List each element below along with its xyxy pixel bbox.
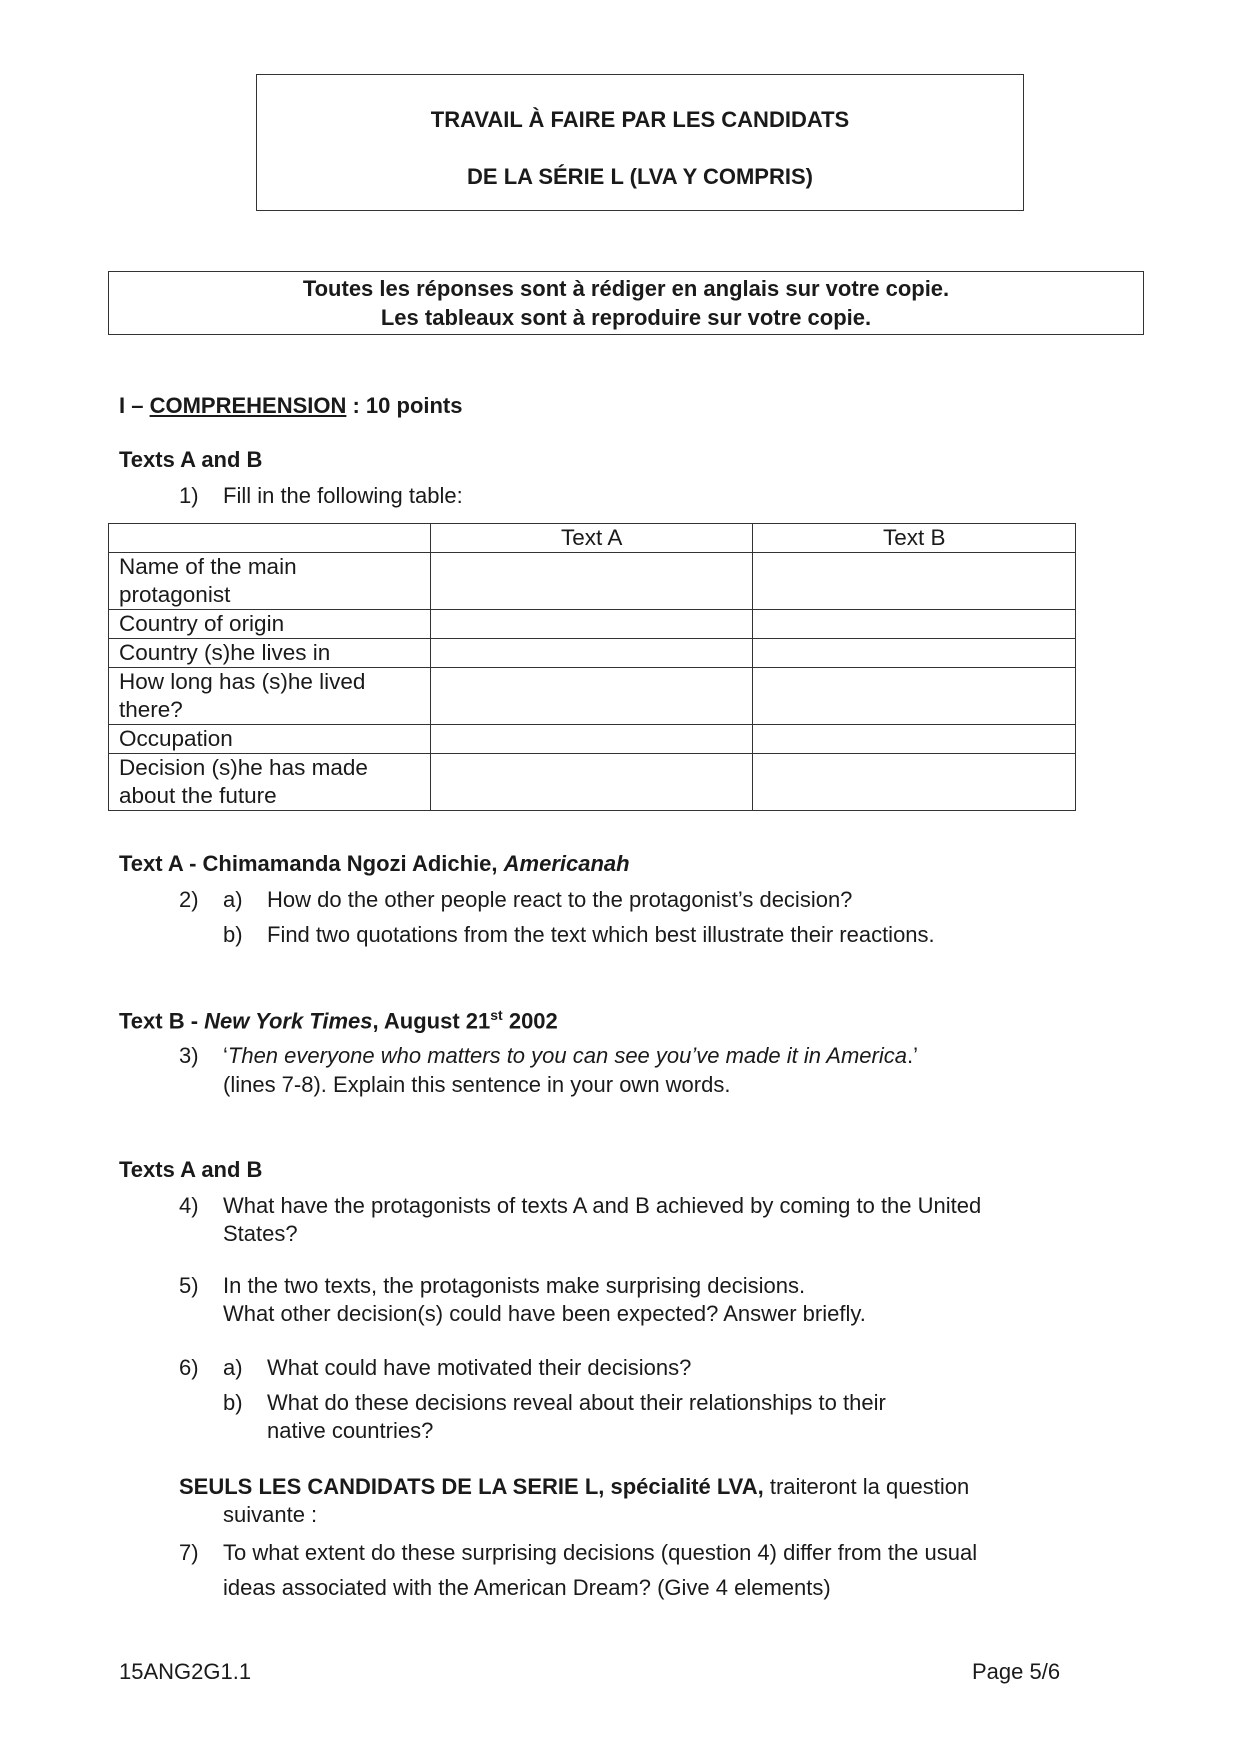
text-a-heading — [119, 851, 630, 877]
q4-line-2: States? — [223, 1221, 298, 1246]
q5-number: 5) — [179, 1273, 199, 1298]
answer-cell-a[interactable] — [430, 725, 753, 754]
row-label: How long has (s)he lived there? — [109, 668, 431, 725]
footer-page-number: Page 5/6 — [972, 1659, 1061, 1684]
footer-code: 15ANG2G1.1 — [119, 1659, 252, 1684]
section-name: COMPREHENSION — [149, 393, 347, 418]
q7-line-2: ideas associated with the American Dream? (Give 4 elements) — [223, 1575, 831, 1600]
q6b-line-1: What do these decisions reveal about their relationships to their — [267, 1390, 886, 1415]
lva-note-bold: SEULS LES CANDIDATS DE LA SERIE L, spécialité LVA, — [179, 1474, 764, 1499]
lva-note-line-2: suivante : — [223, 1502, 318, 1527]
table-row — [109, 639, 1076, 668]
table-header-text-b: Text B — [753, 524, 1076, 553]
q6b-line-2: native countries? — [267, 1418, 434, 1443]
q6-number: 6) — [179, 1355, 199, 1380]
text-b-year: 2002 — [502, 1008, 558, 1034]
answer-cell-a[interactable] — [430, 610, 753, 639]
q4-number: 4) — [179, 1193, 199, 1218]
q3-number: 3) — [179, 1043, 199, 1068]
q4-line-1: What have the protagonists of texts A and B achieved by coming to the United — [223, 1193, 982, 1218]
row-label: Decision (s)he has made about the future — [109, 754, 431, 811]
lva-note — [179, 1474, 969, 1500]
q7-number: 7) — [179, 1540, 199, 1565]
instructions-line-1: Toutes les réponses sont à rédiger en anglais sur votre copie. — [302, 276, 950, 301]
table-header-text-a: Text A — [430, 524, 753, 553]
row-label: Country (s)he lives in — [109, 639, 431, 668]
section-points: : 10 points — [346, 393, 463, 418]
answer-cell-b[interactable] — [753, 610, 1076, 639]
answer-cell-a[interactable] — [430, 754, 753, 811]
q3-line-2: (lines 7-8). Explain this sentence in your own words. — [223, 1072, 731, 1097]
table-row — [109, 668, 1076, 725]
q3-line-1: ‘Then everyone who matters to you can see you’ve made it in America.’ — [223, 1043, 918, 1068]
part4-heading: Texts A and B — [119, 1157, 263, 1182]
answer-cell-a[interactable] — [430, 553, 753, 610]
text-a-title: Americanah — [503, 851, 630, 876]
text-b-prefix: Text B - — [119, 1008, 205, 1034]
q5-line-2: What other decision(s) could have been expected? Answer briefly. — [223, 1301, 866, 1326]
text-b-date-suffix: st — [490, 1007, 503, 1023]
instructions-box — [108, 271, 1144, 335]
header-line-1: TRAVAIL À FAIRE PAR LES CANDIDATS — [430, 107, 850, 132]
q2-number: 2) — [179, 887, 199, 912]
q1-text: Fill in the following table: — [223, 483, 463, 508]
q2a-letter: a) — [223, 887, 243, 912]
header-line-2: DE LA SÉRIE L (LVA Y COMPRIS) — [467, 164, 813, 189]
text-b-heading — [119, 1007, 558, 1034]
q5-line-1: In the two texts, the protagonists make surprising decisions. — [223, 1273, 806, 1298]
comparison-table — [108, 523, 1076, 811]
lva-note-rest: traiteront la question — [763, 1474, 970, 1499]
row-label: Country of origin — [109, 610, 431, 639]
section-title — [119, 393, 463, 419]
answer-cell-b[interactable] — [753, 639, 1076, 668]
q2b-text: Find two quotations from the text which best illustrate their reactions. — [267, 922, 935, 947]
table-corner-cell — [109, 524, 431, 553]
q6a-text: What could have motivated their decisions? — [267, 1355, 692, 1380]
row-label: Occupation — [109, 725, 431, 754]
text-b-source: New York Times — [204, 1008, 373, 1034]
q1-number: 1) — [179, 483, 199, 508]
answer-cell-a[interactable] — [430, 639, 753, 668]
q3-quote: Then everyone who matters to you can see you’ve made it in America — [227, 1043, 907, 1068]
part1-heading: Texts A and B — [119, 447, 263, 472]
text-b-date: , August 21 — [372, 1008, 491, 1034]
row-label: Name of the main protagonist — [109, 553, 431, 610]
q2b-letter: b) — [223, 922, 243, 947]
answer-cell-b[interactable] — [753, 754, 1076, 811]
answer-cell-b[interactable] — [753, 725, 1076, 754]
table-row — [109, 610, 1076, 639]
q7-line-1: To what extent do these surprising decisions (question 4) differ from the usual — [223, 1540, 978, 1565]
instructions-line-2: Les tableaux sont à reproduire sur votre copie. — [380, 305, 872, 330]
answer-cell-b[interactable] — [753, 668, 1076, 725]
q6a-letter: a) — [223, 1355, 243, 1380]
q2a-text: How do the other people react to the protagonist’s decision? — [267, 887, 853, 912]
text-a-author: Text A - Chimamanda Ngozi Adichie, — [119, 851, 504, 876]
answer-cell-a[interactable] — [430, 668, 753, 725]
section-prefix: I – — [119, 393, 150, 418]
table-row — [109, 725, 1076, 754]
header-box — [256, 74, 1024, 211]
table-row — [109, 553, 1076, 610]
table-row — [109, 754, 1076, 811]
q6b-letter: b) — [223, 1390, 243, 1415]
answer-cell-b[interactable] — [753, 553, 1076, 610]
table-header-row — [109, 524, 1076, 553]
